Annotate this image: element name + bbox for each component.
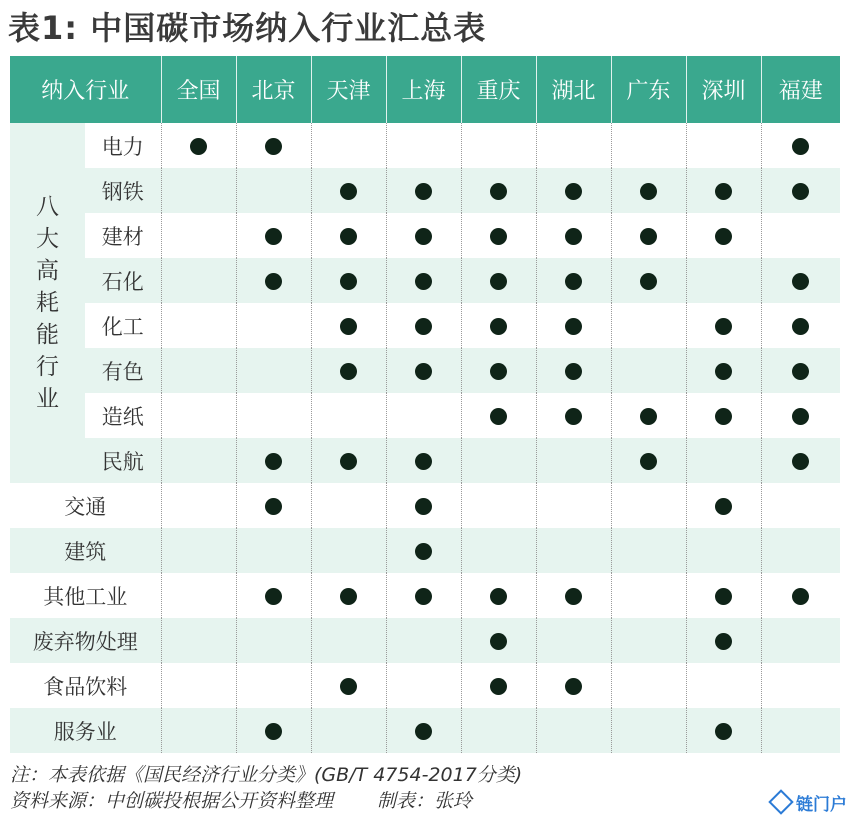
- mark-cell: [461, 303, 536, 348]
- mark-cell: [536, 213, 611, 258]
- mark-cell: [611, 483, 686, 528]
- mark-cell: [686, 528, 761, 573]
- included-dot-icon: [190, 138, 207, 155]
- mark-cell: [161, 483, 236, 528]
- included-dot-icon: [565, 318, 582, 335]
- mark-cell: [686, 438, 761, 483]
- mark-cell: [161, 213, 236, 258]
- header-region: 广东: [611, 56, 686, 123]
- included-dot-icon: [265, 723, 282, 740]
- mark-cell: [686, 303, 761, 348]
- mark-cell: [761, 393, 840, 438]
- mark-cell: [311, 573, 386, 618]
- mark-cell: [611, 348, 686, 393]
- mark-cell: [461, 573, 536, 618]
- mark-cell: [686, 213, 761, 258]
- logo-text: 链门户: [796, 794, 847, 815]
- mark-cell: [236, 123, 311, 168]
- included-dot-icon: [565, 408, 582, 425]
- included-dot-icon: [340, 318, 357, 335]
- mark-cell: [386, 663, 461, 708]
- watermark-logo: [770, 790, 848, 814]
- industry-label: 化工: [85, 303, 161, 348]
- mark-cell: [311, 393, 386, 438]
- mark-cell: [461, 483, 536, 528]
- included-dot-icon: [415, 453, 432, 470]
- mark-cell: [161, 573, 236, 618]
- mark-cell: [536, 483, 611, 528]
- included-dot-icon: [265, 498, 282, 515]
- note-source-line: [10, 788, 522, 814]
- mark-cell: [386, 618, 461, 663]
- included-dot-icon: [340, 273, 357, 290]
- included-dot-icon: [490, 273, 507, 290]
- mark-cell: [386, 213, 461, 258]
- mark-cell: [161, 438, 236, 483]
- mark-cell: [686, 708, 761, 753]
- mark-cell: [236, 438, 311, 483]
- industry-label: 有色: [85, 348, 161, 393]
- mark-cell: [236, 393, 311, 438]
- industry-label: 电力: [85, 123, 161, 168]
- mark-cell: [161, 258, 236, 303]
- industry-label: 交通: [10, 483, 161, 528]
- mark-cell: [386, 483, 461, 528]
- included-dot-icon: [415, 543, 432, 560]
- table-row: [10, 708, 840, 753]
- included-dot-icon: [490, 408, 507, 425]
- mark-cell: [236, 618, 311, 663]
- mark-cell: [461, 663, 536, 708]
- mark-cell: [761, 573, 840, 618]
- header-region: 福建: [761, 56, 840, 123]
- mark-cell: [236, 168, 311, 213]
- included-dot-icon: [792, 273, 809, 290]
- included-dot-icon: [265, 228, 282, 245]
- mark-cell: [761, 708, 840, 753]
- mark-cell: [161, 663, 236, 708]
- included-dot-icon: [565, 228, 582, 245]
- industry-table: [10, 56, 840, 753]
- mark-cell: [461, 528, 536, 573]
- industry-label: 石化: [85, 258, 161, 303]
- mark-cell: [536, 258, 611, 303]
- included-dot-icon: [792, 363, 809, 380]
- mark-cell: [311, 168, 386, 213]
- mark-cell: [536, 573, 611, 618]
- mark-cell: [536, 393, 611, 438]
- included-dot-icon: [792, 408, 809, 425]
- included-dot-icon: [490, 318, 507, 335]
- mark-cell: [236, 348, 311, 393]
- industry-label: 民航: [85, 438, 161, 483]
- included-dot-icon: [265, 588, 282, 605]
- included-dot-icon: [715, 723, 732, 740]
- mark-cell: [536, 123, 611, 168]
- industry-label: 食品饮料: [10, 663, 161, 708]
- mark-cell: [611, 573, 686, 618]
- mark-cell: [611, 663, 686, 708]
- mark-cell: [686, 393, 761, 438]
- mark-cell: [236, 708, 311, 753]
- mark-cell: [311, 123, 386, 168]
- included-dot-icon: [640, 228, 657, 245]
- mark-cell: [611, 438, 686, 483]
- included-dot-icon: [490, 678, 507, 695]
- mark-cell: [536, 618, 611, 663]
- mark-cell: [536, 708, 611, 753]
- mark-cell: [161, 618, 236, 663]
- table-row: [10, 528, 840, 573]
- included-dot-icon: [490, 228, 507, 245]
- mark-cell: [311, 258, 386, 303]
- included-dot-icon: [565, 678, 582, 695]
- mark-cell: [686, 123, 761, 168]
- header-region: 上海: [386, 56, 461, 123]
- table-row: [10, 348, 840, 393]
- mark-cell: [461, 213, 536, 258]
- included-dot-icon: [340, 588, 357, 605]
- mark-cell: [461, 708, 536, 753]
- included-dot-icon: [415, 228, 432, 245]
- mark-cell: [386, 123, 461, 168]
- included-dot-icon: [415, 498, 432, 515]
- header-region: 全国: [161, 56, 236, 123]
- included-dot-icon: [640, 183, 657, 200]
- included-dot-icon: [565, 273, 582, 290]
- included-dot-icon: [715, 228, 732, 245]
- mark-cell: [386, 528, 461, 573]
- table-row: [10, 303, 840, 348]
- mark-cell: [386, 393, 461, 438]
- included-dot-icon: [715, 633, 732, 650]
- mark-cell: [461, 348, 536, 393]
- mark-cell: [236, 573, 311, 618]
- mark-cell: [611, 303, 686, 348]
- table-row: [10, 168, 840, 213]
- mark-cell: [461, 393, 536, 438]
- mark-cell: [311, 708, 386, 753]
- included-dot-icon: [565, 363, 582, 380]
- mark-cell: [461, 438, 536, 483]
- table-row: [10, 483, 840, 528]
- page-title: 表1: 中国碳市场纳入行业汇总表: [8, 9, 487, 47]
- mark-cell: [161, 303, 236, 348]
- mark-cell: [686, 258, 761, 303]
- note-classification: 注：本表依据《国民经济行业分类》(GB/T 4754-2017分类): [10, 764, 523, 786]
- included-dot-icon: [715, 498, 732, 515]
- included-dot-icon: [340, 183, 357, 200]
- included-dot-icon: [715, 318, 732, 335]
- mark-cell: [761, 663, 840, 708]
- table-row: [10, 618, 840, 663]
- mark-cell: [761, 123, 840, 168]
- mark-cell: [161, 708, 236, 753]
- table-row: [10, 213, 840, 258]
- mark-cell: [611, 168, 686, 213]
- included-dot-icon: [415, 183, 432, 200]
- included-dot-icon: [415, 588, 432, 605]
- mark-cell: [461, 618, 536, 663]
- mark-cell: [611, 258, 686, 303]
- footnotes: [10, 762, 522, 814]
- included-dot-icon: [792, 138, 809, 155]
- mark-cell: [236, 663, 311, 708]
- header-industry: 纳入行业: [10, 56, 161, 123]
- mark-cell: [461, 168, 536, 213]
- mark-cell: [311, 348, 386, 393]
- included-dot-icon: [792, 183, 809, 200]
- mark-cell: [386, 573, 461, 618]
- mark-cell: [686, 618, 761, 663]
- mark-cell: [386, 438, 461, 483]
- included-dot-icon: [490, 633, 507, 650]
- mark-cell: [386, 708, 461, 753]
- included-dot-icon: [415, 273, 432, 290]
- mark-cell: [611, 213, 686, 258]
- mark-cell: [611, 123, 686, 168]
- industry-label: 服务业: [10, 708, 161, 753]
- diamond-logo-icon: [768, 789, 793, 814]
- included-dot-icon: [640, 453, 657, 470]
- included-dot-icon: [340, 678, 357, 695]
- included-dot-icon: [565, 183, 582, 200]
- included-dot-icon: [565, 588, 582, 605]
- industry-label: 建材: [85, 213, 161, 258]
- industry-label: 建筑: [10, 528, 161, 573]
- mark-cell: [386, 258, 461, 303]
- mark-cell: [311, 618, 386, 663]
- included-dot-icon: [640, 408, 657, 425]
- mark-cell: [236, 303, 311, 348]
- included-dot-icon: [715, 363, 732, 380]
- mark-cell: [536, 663, 611, 708]
- included-dot-icon: [640, 273, 657, 290]
- included-dot-icon: [792, 588, 809, 605]
- mark-cell: [761, 618, 840, 663]
- industry-label: 其他工业: [10, 573, 161, 618]
- included-dot-icon: [265, 138, 282, 155]
- mark-cell: [311, 213, 386, 258]
- included-dot-icon: [415, 318, 432, 335]
- mark-cell: [236, 213, 311, 258]
- table-row: [10, 393, 840, 438]
- table-row: [10, 438, 840, 483]
- included-dot-icon: [265, 273, 282, 290]
- mark-cell: [761, 483, 840, 528]
- header-region: 北京: [236, 56, 311, 123]
- mark-cell: [761, 303, 840, 348]
- note-maker: 制表：张玲: [377, 790, 473, 812]
- table-row: [10, 663, 840, 708]
- header-region: 天津: [311, 56, 386, 123]
- mark-cell: [161, 528, 236, 573]
- included-dot-icon: [715, 588, 732, 605]
- mark-cell: [311, 483, 386, 528]
- mark-cell: [161, 348, 236, 393]
- mark-cell: [161, 168, 236, 213]
- mark-cell: [311, 663, 386, 708]
- header-region: 湖北: [536, 56, 611, 123]
- mark-cell: [311, 438, 386, 483]
- industry-label: 造纸: [85, 393, 161, 438]
- note-source: 资料来源：中创碳投根据公开资料整理: [10, 790, 334, 812]
- table-row: [10, 123, 840, 168]
- mark-cell: [236, 258, 311, 303]
- included-dot-icon: [415, 723, 432, 740]
- mark-cell: [386, 168, 461, 213]
- table-body: [10, 123, 840, 753]
- mark-cell: [761, 438, 840, 483]
- industry-label: 废弃物处理: [10, 618, 161, 663]
- table-row: [10, 573, 840, 618]
- mark-cell: [236, 528, 311, 573]
- included-dot-icon: [340, 363, 357, 380]
- mark-cell: [761, 528, 840, 573]
- mark-cell: [161, 123, 236, 168]
- included-dot-icon: [490, 183, 507, 200]
- mark-cell: [536, 528, 611, 573]
- mark-cell: [611, 618, 686, 663]
- table-row: [10, 258, 840, 303]
- mark-cell: [161, 393, 236, 438]
- mark-cell: [761, 258, 840, 303]
- mark-cell: [536, 438, 611, 483]
- mark-cell: [536, 348, 611, 393]
- included-dot-icon: [490, 588, 507, 605]
- group-label: 八大高耗能行业: [36, 194, 59, 412]
- mark-cell: [761, 348, 840, 393]
- included-dot-icon: [340, 228, 357, 245]
- mark-cell: [761, 213, 840, 258]
- mark-cell: [686, 483, 761, 528]
- mark-cell: [686, 663, 761, 708]
- group-label-cell: [10, 123, 85, 483]
- mark-cell: [536, 168, 611, 213]
- mark-cell: [686, 348, 761, 393]
- mark-cell: [536, 303, 611, 348]
- mark-cell: [461, 258, 536, 303]
- included-dot-icon: [265, 453, 282, 470]
- header-region: 重庆: [461, 56, 536, 123]
- mark-cell: [611, 708, 686, 753]
- included-dot-icon: [490, 363, 507, 380]
- industry-label: 钢铁: [85, 168, 161, 213]
- mark-cell: [761, 168, 840, 213]
- mark-cell: [611, 528, 686, 573]
- included-dot-icon: [715, 183, 732, 200]
- header-region: 深圳: [686, 56, 761, 123]
- mark-cell: [386, 348, 461, 393]
- mark-cell: [311, 528, 386, 573]
- mark-cell: [686, 573, 761, 618]
- mark-cell: [386, 303, 461, 348]
- table-header-row: [10, 56, 840, 123]
- included-dot-icon: [792, 318, 809, 335]
- mark-cell: [236, 483, 311, 528]
- mark-cell: [611, 393, 686, 438]
- mark-cell: [686, 168, 761, 213]
- included-dot-icon: [415, 363, 432, 380]
- mark-cell: [461, 123, 536, 168]
- included-dot-icon: [340, 453, 357, 470]
- included-dot-icon: [792, 453, 809, 470]
- included-dot-icon: [715, 408, 732, 425]
- mark-cell: [311, 303, 386, 348]
